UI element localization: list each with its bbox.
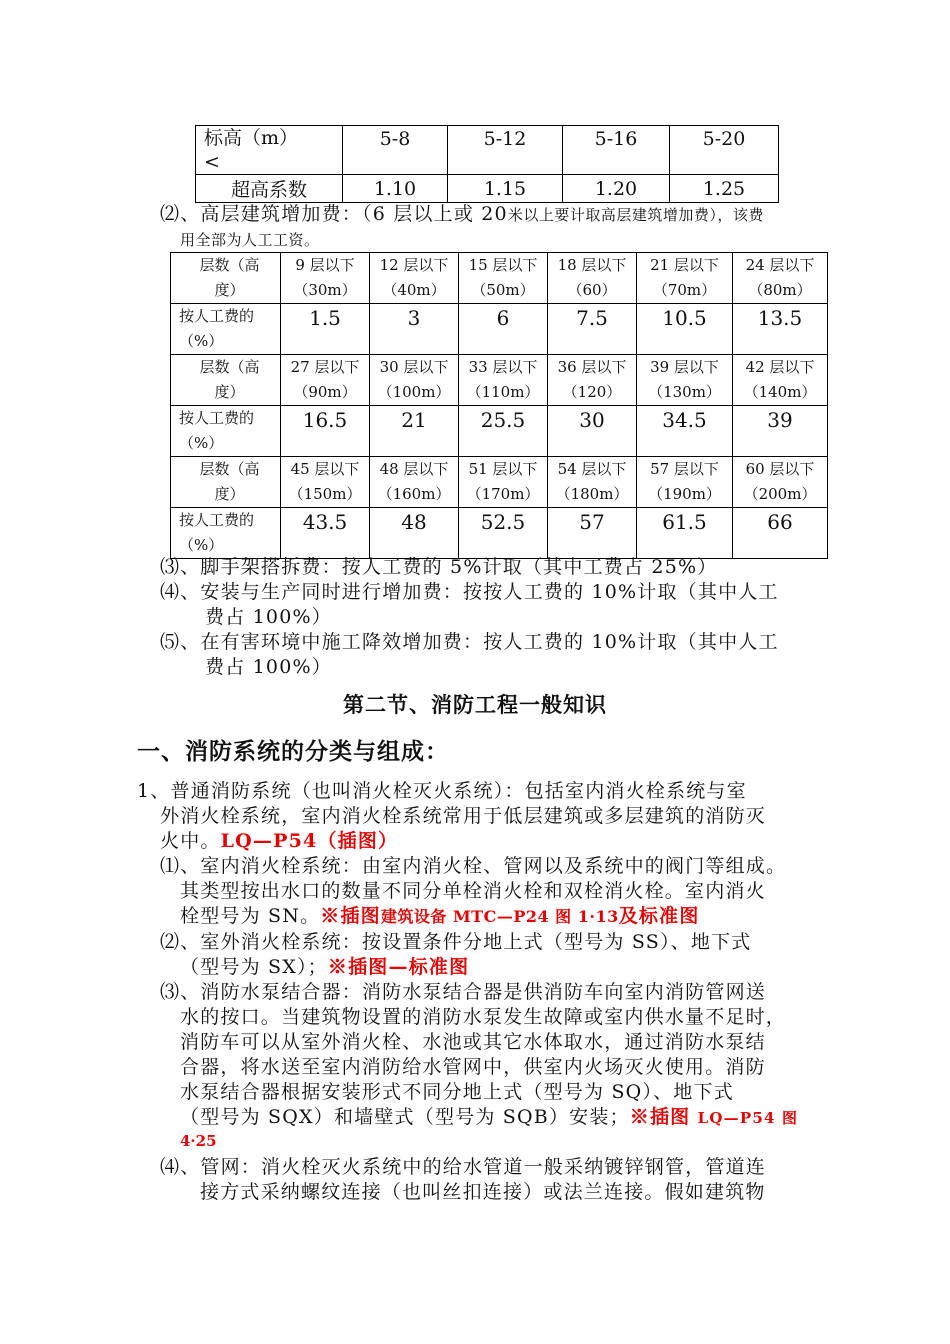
- sub-3-line: 水的按口。当建筑物设置的消防水泵发生故障或室内供水量不足时，: [180, 1006, 787, 1028]
- table-cell: 27 层以下 （90m）: [281, 355, 370, 406]
- header-label-lt: <: [204, 151, 220, 173]
- figure-reference: LQ—P54（插图）: [220, 830, 399, 852]
- item-1-line: 外消火栓系统，室内消火栓系统常用于低层建筑或多层建筑的消防灭: [160, 805, 767, 827]
- paragraph-hazard-fee-cont: 费占 100%）: [205, 656, 332, 678]
- section-title: 第二节、消防工程一般知识: [343, 692, 607, 717]
- paragraph-scaffold-fee: ⑶、脚手架搭拆费：按人工费的 5%计取（其中工费占 25%）: [160, 556, 718, 578]
- table-cell: 45 层以下 （150m）: [281, 457, 370, 508]
- table-header-cell: 5-20: [670, 126, 779, 175]
- paragraph-hazard-fee: ⑸、在有害环境中施工降效增加费：按人工费的 10%计取（其中人工: [160, 631, 779, 653]
- table-cell: 36 层以下 （120）: [548, 355, 637, 406]
- table-row-label: 超高系数: [196, 175, 343, 203]
- paragraph-concurrent-fee-cont: 费占 100%）: [205, 606, 332, 628]
- header-label: 标高（m）: [204, 127, 299, 149]
- table-cell: 54 层以下 （180m）: [548, 457, 637, 508]
- figure-reference: 建筑设备 MTC—P24 图 1·13: [380, 907, 619, 926]
- table-cell: 3: [370, 304, 459, 355]
- item-1-line: 1、普通消防系统（也叫消火栓灭火系统）：包括室内消火栓系统与室: [137, 780, 747, 802]
- table-cell: 16.5: [281, 406, 370, 457]
- table-cell: 18 层以下 （60）: [548, 253, 637, 304]
- table-cell: 61.5: [637, 508, 733, 559]
- table-header-cell: 5-12: [448, 126, 563, 175]
- item-1-line: 火中。LQ—P54（插图）: [160, 830, 399, 852]
- table-cell: 15 层以下 （50m）: [459, 253, 548, 304]
- row-label-percent: 按人工费的 （%）: [171, 304, 281, 355]
- sub-1-line: ⑴、室内消火栓系统：由室内消火栓、管网以及系统中的阀门等组成。: [160, 855, 787, 877]
- table-cell: 1.20: [563, 175, 670, 203]
- table-cell: 1.25: [670, 175, 779, 203]
- table-header-cell: [196, 126, 343, 175]
- row-label-floors: 层数（高 度）: [171, 253, 281, 304]
- table-cell: 13.5: [733, 304, 828, 355]
- table-cell: 52.5: [459, 508, 548, 559]
- table-cell: 21 层以下 （70m）: [637, 253, 733, 304]
- table-cell: 60 层以下 （200m）: [733, 457, 828, 508]
- table-cell: 48 层以下 （160m）: [370, 457, 459, 508]
- figure-reference: ※插图: [320, 905, 381, 927]
- sub-3-line: 消防车可以从室外消火栓、水池或其它水体取水，通过消防水泵结: [180, 1031, 766, 1053]
- figure-reference: 及标准图: [618, 905, 700, 927]
- sub-3-line: 水泵结合器根据安装形式不同分地上式（型号为 SQ）、地下式: [180, 1081, 734, 1103]
- table-cell: 34.5: [637, 406, 733, 457]
- table-cell: 1.15: [448, 175, 563, 203]
- table-cell: 12 层以下 （40m）: [370, 253, 459, 304]
- table-cell: 51 层以下 （170m）: [459, 457, 548, 508]
- table-cell: 1.10: [343, 175, 448, 203]
- sub-2-line: （型号为 SX）；※插图—标准图: [180, 956, 470, 978]
- table-cell: 6: [459, 304, 548, 355]
- table-header-cell: 5-16: [563, 126, 670, 175]
- row-label-floors: 层数（高 度）: [171, 457, 281, 508]
- elevation-coefficient-table: [195, 125, 779, 203]
- table-cell: 30 层以下 （100m）: [370, 355, 459, 406]
- heading-classification: 一、消防系统的分类与组成：: [137, 738, 449, 765]
- sub-3-line: ⑶、消防水泵结合器：消防水泵结合器是供消防车向室内消防管网送: [160, 981, 767, 1003]
- table-cell: 39 层以下 （130m）: [637, 355, 733, 406]
- paragraph-concurrent-fee: ⑷、安装与生产同时进行增加费：按按人工费的 10%计取（其中人工: [160, 581, 779, 603]
- figure-reference: 4·25: [180, 1132, 217, 1150]
- table-cell: 9 层以下 （30m）: [281, 253, 370, 304]
- table-header-cell: 5-8: [343, 126, 448, 175]
- table-cell: 48: [370, 508, 459, 559]
- table-cell: 25.5: [459, 406, 548, 457]
- table-cell: 21: [370, 406, 459, 457]
- figure-reference: LQ—P54 图: [697, 1109, 799, 1127]
- table-cell: 7.5: [548, 304, 637, 355]
- table-cell: 57 层以下 （190m）: [637, 457, 733, 508]
- table-cell: 66: [733, 508, 828, 559]
- table-cell: 30: [548, 406, 637, 457]
- table-cell: 1.5: [281, 304, 370, 355]
- paragraph-high-rise-fee-cont: 用全部为人工工资。: [180, 231, 320, 249]
- figure-reference: ※插图: [629, 1106, 691, 1128]
- figure-reference: ※插图—标准图: [327, 956, 470, 978]
- row-label-floors: 层数（高 度）: [171, 355, 281, 406]
- sub-2-line: ⑵、室外消火栓系统：按设置条件分地上式（型号为 SS）、地下式: [160, 931, 752, 953]
- table-cell: 39: [733, 406, 828, 457]
- sub-1-line: 其类型按出水口的数量不同分单栓消火栓和双栓消火栓。室内消火: [180, 880, 766, 902]
- sub-3-line: 合器，将水送至室内消防给水管网中，供室内火场灭火使用。消防: [180, 1056, 766, 1078]
- table-cell: 10.5: [637, 304, 733, 355]
- table-cell: 42 层以下 （140m）: [733, 355, 828, 406]
- sub-4-line: ⑷、管网：消火栓灭火系统中的给水管道一般采纳镀锌钢管，管道连: [160, 1156, 767, 1178]
- sub-4-line: 接方式采纳螺纹连接（也叫丝扣连接）或法兰连接。假如建筑物: [200, 1181, 766, 1203]
- high-rise-fee-table: [170, 252, 828, 559]
- table-cell: 24 层以下 （80m）: [733, 253, 828, 304]
- paragraph-high-rise-fee: ⑵、高层建筑增加费：（6 层以上或 20米以上要计取高层建筑增加费），该费: [160, 203, 764, 225]
- sub-3-line: （型号为 SQX）和墙壁式（型号为 SQB）安装；※插图 LQ—P54 图: [180, 1106, 799, 1128]
- row-label-percent: 按人工费的 （%）: [171, 406, 281, 457]
- table-cell: 43.5: [281, 508, 370, 559]
- row-label-percent: 按人工费的 （%）: [171, 508, 281, 559]
- sub-1-line: 栓型号为 SN。※插图建筑设备 MTC—P24 图 1·13及标准图: [180, 905, 700, 927]
- table-cell: 33 层以下 （110m）: [459, 355, 548, 406]
- table-cell: 57: [548, 508, 637, 559]
